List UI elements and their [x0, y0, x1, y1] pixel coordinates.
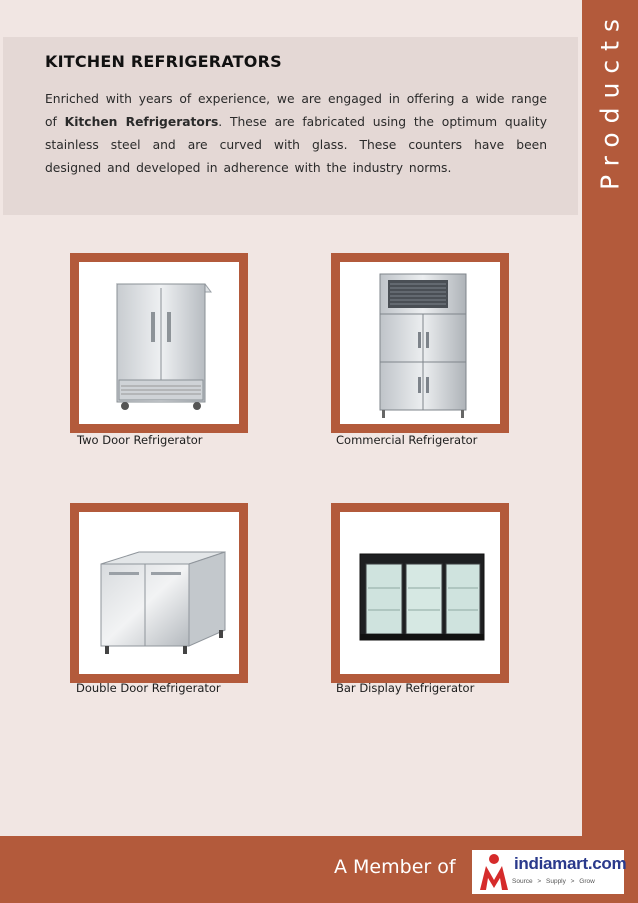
indiamart-logo[interactable] [472, 850, 627, 894]
product-image-double-door [79, 512, 239, 674]
side-label [582, 0, 638, 200]
footer [0, 836, 638, 903]
product-image-two-door [79, 262, 239, 424]
double-door-refrigerator-image [79, 512, 239, 674]
side-bar [582, 0, 638, 836]
intro-text-bold: Kitchen Refrigerators [64, 115, 219, 129]
products-label: Products [595, 10, 625, 190]
intro-box [3, 37, 578, 215]
product-image-bar-display [340, 512, 500, 674]
member-text: A Member of [334, 856, 456, 878]
logo-name: indiamart.com [514, 854, 627, 873]
product-caption-commercial: Commercial Refrigerator [336, 433, 478, 447]
logo-tagline: Source > Supply > Grow [512, 878, 595, 885]
page-title: KITCHEN REFRIGERATORS [45, 52, 282, 71]
product-caption-double-door: Double Door Refrigerator [76, 681, 221, 695]
product-frame-commercial [331, 253, 509, 433]
intro-text-end: . These are fabricated using the optimum quality stainless steel and are curved with glass. These counters have been designed and developed in adherence with the industry norms. [45, 115, 548, 175]
two-door-refrigerator-image [79, 262, 239, 424]
intro-text-start: Enriched with years of experience, we are engaged in offering a wide range of [45, 92, 547, 129]
bar-display-refrigerator-image [340, 512, 500, 674]
product-caption-bar-display: Bar Display Refrigerator [336, 681, 475, 695]
product-image-commercial [340, 262, 500, 424]
product-frame-double-door [70, 503, 248, 683]
product-frame-two-door [70, 253, 248, 433]
product-frame-bar-display [331, 503, 509, 683]
commercial-refrigerator-image [340, 262, 500, 424]
indiamart-mark-icon [474, 850, 514, 894]
product-caption-two-door: Two Door Refrigerator [77, 433, 203, 447]
intro-text [45, 88, 547, 180]
